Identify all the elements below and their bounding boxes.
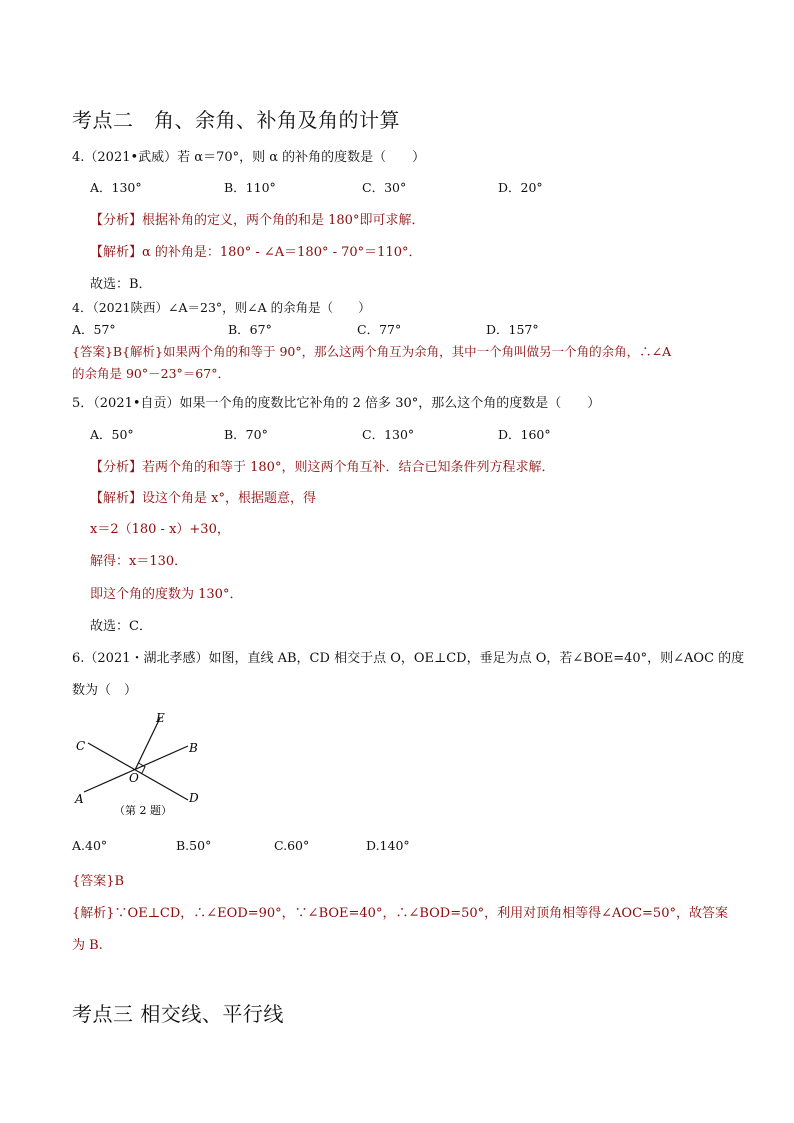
- question-stem-cont: 数为（ ）: [72, 683, 138, 698]
- option-d: D．157°: [486, 322, 539, 337]
- section-title: 考点二 角、余角、补角及角的计算: [72, 108, 400, 132]
- label-e: E: [156, 711, 165, 725]
- option-b: B．70°: [224, 427, 268, 442]
- option-a: A．130°: [90, 180, 142, 195]
- option-c: C．130°: [362, 427, 415, 442]
- answer-choice: 故选：C．: [90, 619, 152, 634]
- answer-choice: 故选：B．: [90, 277, 152, 292]
- option-b: B．110°: [224, 180, 276, 195]
- option-c: C．77°: [357, 322, 402, 337]
- option-a: A．50°: [90, 427, 134, 442]
- option-b: B.50°: [176, 838, 212, 853]
- question-stem: 5．（2021•自贡）如果一个角的度数比它补角的 2 倍多 30°，那么这个角的度数是（ ）: [72, 396, 601, 411]
- analysis-text-cont: 为 B.: [72, 938, 103, 953]
- question-stem: 4．（2021陕西）∠A＝23°，则∠A 的余角是（ ）: [72, 300, 371, 315]
- label-d: D: [189, 791, 199, 805]
- label-b: B: [189, 741, 198, 755]
- analysis-text: 【分析】若两个角的和等于 180°，则这两个角互补．结合已知条件列方程求解．: [90, 460, 555, 475]
- option-c: C．30°: [362, 180, 407, 195]
- ray-oe: [135, 718, 160, 770]
- option-d: D.140°: [366, 838, 410, 853]
- label-a: A: [75, 792, 84, 806]
- option-c: C.60°: [274, 838, 310, 853]
- question-stem: 4.（2021•武威）若 α＝70°，则 α 的补角的度数是（ ）: [72, 150, 426, 165]
- option-a: A．57°: [72, 322, 116, 337]
- option-d: D．20°: [498, 180, 543, 195]
- option-d: D．160°: [498, 427, 551, 442]
- section-title: 考点三 相交线、平行线: [72, 1002, 284, 1026]
- solve-line: 解得：x＝130．: [90, 554, 188, 569]
- answer-text: {答案}B: [72, 874, 125, 889]
- answer-explanation: {答案}B{解析}如果两个角的和等于 90°，那么这两个角互为余角，其中一个角叫做另一个角的余角，∴∠A: [72, 344, 672, 359]
- answer-explanation-cont: 的余角是 90°－23°＝67°．: [72, 366, 230, 381]
- analysis-text: 【分析】根据补角的定义，两个角的和是 180°即可求解．: [90, 213, 425, 228]
- equation-line: x＝2（180 - x）+30，: [90, 522, 230, 537]
- geometry-figure: [70, 708, 220, 826]
- option-b: B．67°: [228, 322, 272, 337]
- label-o: O: [129, 771, 139, 785]
- question-stem: 6.（2021・湖北孝感）如图，直线 AB，CD 相交于点 O，OE⊥CD，垂足为点 O，若∠BOE=40°，则∠AOC 的度: [72, 651, 745, 666]
- solution-text: 【解析】设这个角是 x°，根据题意，得: [90, 491, 316, 506]
- solution-text: 【解析】α 的补角是：180° - ∠A＝180° - 70°＝110°．: [90, 245, 422, 260]
- option-a: A.40°: [72, 838, 108, 853]
- analysis-text: {解析}∵OE⊥CD，∴∠EOD=90°，∵∠BOE=40°，∴∠BOD=50°，利用对顶角相等得∠AOC=50°，故答案: [72, 906, 728, 921]
- result-line: 即这个角的度数为 130°．: [90, 587, 243, 602]
- figure-caption: （第 2 题）: [114, 804, 172, 817]
- label-c: C: [76, 739, 86, 753]
